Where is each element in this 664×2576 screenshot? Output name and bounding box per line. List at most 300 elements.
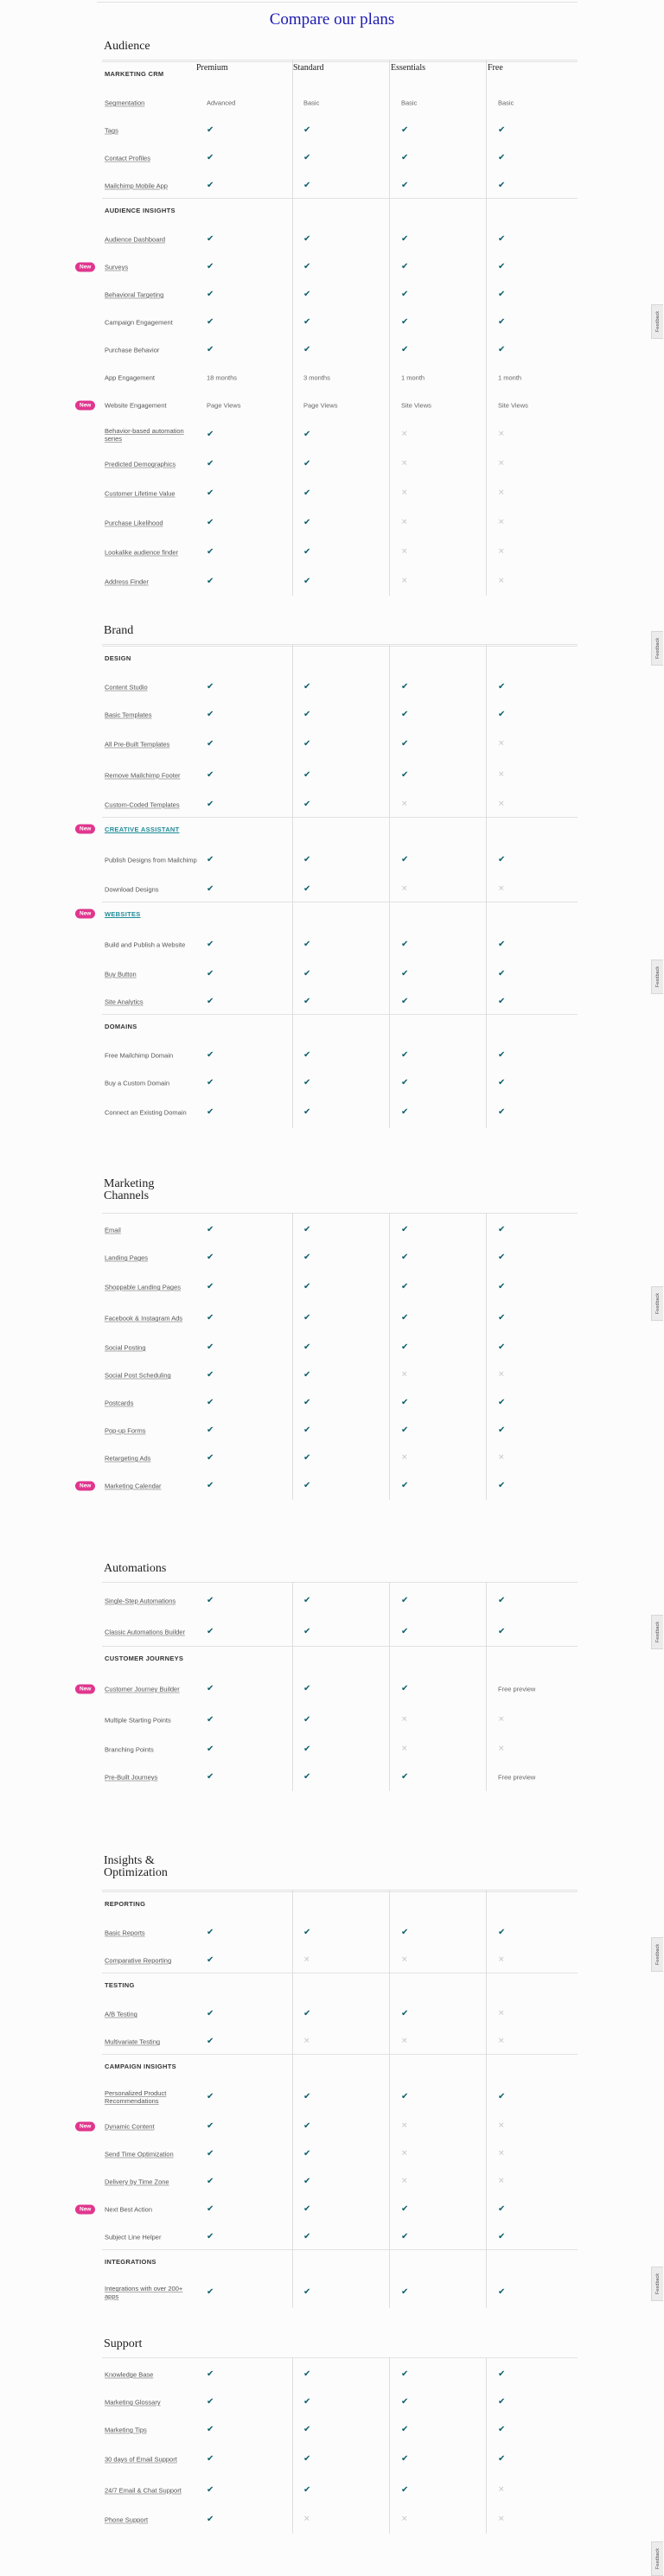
check-icon: ✔ — [498, 1253, 506, 1262]
check-icon: ✔ — [401, 2425, 409, 2434]
feature-social-posting[interactable]: Social Posting — [105, 1343, 146, 1352]
check-icon: ✔ — [207, 1370, 214, 1380]
feature-site-analytics[interactable]: Site Analytics — [105, 998, 144, 1006]
check-icon: ✔ — [498, 855, 506, 864]
feature-customer-journey-builder[interactable]: Customer Journey Builder — [105, 1685, 180, 1693]
column-divider — [292, 644, 293, 1128]
new-badge: New — [75, 1482, 95, 1491]
feature-30-days-of-email-support[interactable]: 30 days of Email Support — [105, 2455, 177, 2464]
group-rule — [102, 198, 578, 199]
check-icon: ✔ — [207, 969, 214, 979]
check-icon: ✔ — [303, 153, 311, 163]
check-icon: ✔ — [401, 710, 409, 719]
check-icon: ✔ — [401, 1078, 409, 1087]
feature-basic-templates[interactable]: Basic Templates — [105, 711, 152, 719]
feature-content-studio[interactable]: Content Studio — [105, 683, 148, 692]
feature-phone-support[interactable]: Phone Support — [105, 2515, 149, 2524]
check-icon: ✔ — [498, 2425, 506, 2434]
check-icon: ✔ — [303, 710, 311, 719]
cross-icon: ✕ — [401, 2037, 408, 2046]
check-icon: ✔ — [303, 317, 311, 327]
check-icon: ✔ — [498, 940, 506, 949]
top-rule — [97, 2, 578, 3]
column-divider — [389, 60, 390, 596]
section-rule — [102, 2357, 578, 2358]
check-icon: ✔ — [498, 1078, 506, 1087]
check-icon: ✔ — [401, 1481, 409, 1490]
feature-behavior-based-automation-series[interactable]: Behavior-based automation series — [105, 427, 184, 443]
cross-icon: ✕ — [498, 1715, 505, 1725]
check-icon: ✔ — [401, 1225, 409, 1234]
feature-landing-pages[interactable]: Landing Pages — [105, 1253, 149, 1262]
column-divider — [292, 60, 293, 596]
group-rule — [102, 817, 578, 818]
check-icon: ✔ — [401, 1313, 409, 1323]
plan-value-free: Site Views — [498, 401, 528, 410]
feature-personalized-product-recommendations[interactable]: Personalized Product Recommendations — [105, 2089, 167, 2105]
feature-email[interactable]: Email — [105, 1226, 121, 1234]
feature-remove-mailchimp-footer[interactable]: Remove Mailchimp Footer — [105, 771, 181, 780]
feature-shoppable-landing-pages[interactable]: Shoppable Landing Pages — [105, 1283, 181, 1291]
feature-multivariate-testing[interactable]: Multivariate Testing — [105, 2037, 161, 2046]
feature-publish-designs-from-mailchimp: Publish Designs from Mailchimp — [105, 856, 197, 864]
feature-facebook-instagram-ads[interactable]: Facebook & Instagram Ads — [105, 1314, 183, 1323]
check-icon: ✔ — [401, 2009, 409, 2018]
check-icon: ✔ — [207, 1225, 214, 1234]
plan-header-free: Free — [488, 63, 503, 73]
check-icon: ✔ — [498, 125, 506, 135]
feature-connect-an-existing-domain: Connect an Existing Domain — [105, 1108, 187, 1117]
check-icon: ✔ — [401, 125, 409, 135]
check-icon: ✔ — [498, 1928, 506, 1937]
check-icon: ✔ — [303, 1627, 311, 1636]
group-label-integrations: INTEGRATIONS — [105, 2258, 156, 2266]
check-icon: ✔ — [207, 1744, 214, 1754]
feedback-label: Feedback — [654, 2273, 661, 2295]
check-icon: ✔ — [303, 1050, 311, 1060]
cross-icon: ✕ — [498, 2037, 505, 2046]
feature-marketing-calendar[interactable]: Marketing Calendar — [105, 1482, 162, 1490]
feature-app-engagement: App Engagement — [105, 373, 155, 382]
section-rule — [102, 1582, 578, 1583]
group-rule — [102, 61, 578, 62]
feature-delivery-by-time-zone[interactable]: Delivery by Time Zone — [105, 2177, 169, 2186]
check-icon: ✔ — [401, 2397, 409, 2407]
check-icon: ✔ — [401, 969, 409, 979]
check-icon: ✔ — [401, 1398, 409, 1407]
feature-pre-built-journeys[interactable]: Pre-Built Journeys — [105, 1773, 158, 1782]
feature-marketing-tips[interactable]: Marketing Tips — [105, 2426, 147, 2434]
check-icon: ✔ — [498, 345, 506, 354]
check-icon: ✔ — [303, 2397, 311, 2407]
new-badge: New — [75, 825, 95, 834]
cross-icon: ✕ — [498, 2515, 505, 2524]
feature-website-engagement: Website Engagement — [105, 401, 167, 410]
cross-icon: ✕ — [498, 2009, 505, 2018]
plan-value-free: 1 month — [498, 373, 522, 382]
group-rule — [102, 1646, 578, 1647]
column-divider — [486, 1213, 487, 1500]
check-icon: ✔ — [303, 1107, 311, 1117]
check-icon: ✔ — [401, 290, 409, 299]
plan-value-essentials: 1 month — [401, 373, 425, 382]
check-icon: ✔ — [207, 125, 214, 135]
check-icon: ✔ — [303, 430, 311, 439]
check-icon: ✔ — [207, 1772, 214, 1782]
column-divider — [292, 1582, 293, 1791]
feature-tags[interactable]: Tags — [105, 126, 118, 135]
check-icon: ✔ — [303, 1225, 311, 1234]
check-icon: ✔ — [303, 1481, 311, 1490]
check-icon: ✔ — [207, 739, 214, 749]
feature-postcards[interactable]: Postcards — [105, 1399, 134, 1407]
check-icon: ✔ — [303, 125, 311, 135]
feature-surveys[interactable]: Surveys — [105, 263, 129, 271]
check-icon: ✔ — [207, 2092, 214, 2101]
check-icon: ✔ — [303, 1282, 311, 1291]
cross-icon: ✕ — [401, 2177, 408, 2186]
feature-segmentation[interactable]: Segmentation — [105, 99, 145, 107]
cross-icon: ✕ — [401, 1955, 408, 1965]
check-icon: ✔ — [303, 345, 311, 354]
feature-predicted-demographics[interactable]: Predicted Demographics — [105, 460, 176, 469]
group-label-audience-insights: AUDIENCE INSIGHTS — [105, 207, 176, 214]
cross-icon: ✕ — [401, 884, 408, 894]
feature-all-pre-built-templates[interactable]: All Pre-Built Templates — [105, 740, 170, 749]
check-icon: ✔ — [303, 459, 311, 469]
check-icon: ✔ — [401, 1050, 409, 1060]
check-icon: ✔ — [207, 2287, 214, 2297]
group-label-websites: WEBSITES — [105, 910, 141, 918]
check-icon: ✔ — [303, 1596, 311, 1605]
check-icon: ✔ — [498, 1313, 506, 1323]
check-icon: ✔ — [303, 1313, 311, 1323]
section-title-automations: Automations — [104, 1562, 167, 1575]
check-icon: ✔ — [498, 1342, 506, 1352]
feedback-tab[interactable] — [651, 2541, 663, 2576]
check-icon: ✔ — [401, 2287, 409, 2297]
group-rule — [102, 646, 578, 647]
check-icon: ✔ — [401, 770, 409, 780]
check-icon: ✔ — [401, 940, 409, 949]
check-icon: ✔ — [303, 2232, 311, 2241]
column-divider — [389, 1213, 390, 1500]
feature-single-step-automations[interactable]: Single-Step Automations — [105, 1597, 176, 1605]
feature-mailchimp-mobile-app[interactable]: Mailchimp Mobile App — [105, 182, 168, 190]
feature-free-mailchimp-domain: Free Mailchimp Domain — [105, 1051, 174, 1060]
check-icon: ✔ — [207, 2177, 214, 2186]
check-icon: ✔ — [207, 1627, 214, 1636]
check-icon: ✔ — [303, 2369, 311, 2379]
feature-24-7-email-chat-support[interactable]: 24/7 Email & Chat Support — [105, 2486, 182, 2495]
check-icon: ✔ — [207, 577, 214, 586]
check-icon: ✔ — [207, 2425, 214, 2434]
feedback-tab[interactable] — [651, 1937, 663, 1972]
check-icon: ✔ — [303, 2092, 311, 2101]
feedback-label: Feedback — [654, 1943, 661, 1966]
check-icon: ✔ — [207, 153, 214, 163]
cross-icon: ✕ — [498, 2121, 505, 2131]
check-icon: ✔ — [207, 2149, 214, 2158]
cross-icon: ✕ — [401, 547, 408, 557]
check-icon: ✔ — [303, 234, 311, 244]
feature-purchase-behavior: Purchase Behavior — [105, 346, 160, 354]
check-icon: ✔ — [498, 1398, 506, 1407]
plan-value-free: Free preview — [498, 1773, 536, 1782]
check-icon: ✔ — [303, 1398, 311, 1407]
feedback-label: Feedback — [654, 310, 661, 333]
check-icon: ✔ — [207, 1313, 214, 1323]
check-icon: ✔ — [303, 1253, 311, 1262]
plan-value-essentials: Basic — [401, 99, 418, 107]
column-divider — [389, 2357, 390, 2534]
column-divider — [389, 1582, 390, 1791]
check-icon: ✔ — [207, 1481, 214, 1490]
plan-header-essentials: Essentials — [391, 63, 425, 73]
group-label-campaign-insights: CAMPAIGN INSIGHTS — [105, 2063, 176, 2070]
column-divider — [292, 1213, 293, 1500]
feature-marketing-glossary[interactable]: Marketing Glossary — [105, 2398, 161, 2407]
check-icon: ✔ — [207, 290, 214, 299]
feedback-tab[interactable] — [651, 2267, 663, 2301]
check-icon: ✔ — [207, 2037, 214, 2046]
check-icon: ✔ — [207, 2369, 214, 2379]
check-icon: ✔ — [303, 1928, 311, 1937]
check-icon: ✔ — [207, 1078, 214, 1087]
check-icon: ✔ — [401, 2485, 409, 2495]
check-icon: ✔ — [303, 739, 311, 749]
check-icon: ✔ — [207, 2397, 214, 2407]
feature-custom-coded-templates[interactable]: Custom-Coded Templates — [105, 800, 180, 809]
group-rule — [102, 2054, 578, 2055]
check-icon: ✔ — [207, 430, 214, 439]
check-icon: ✔ — [207, 997, 214, 1006]
feedback-tab[interactable] — [651, 960, 663, 994]
feature-buy-a-custom-domain: Buy a Custom Domain — [105, 1079, 170, 1087]
check-icon: ✔ — [401, 1425, 409, 1435]
check-icon: ✔ — [303, 940, 311, 949]
section-title-support: Support — [104, 2337, 143, 2350]
cross-icon: ✕ — [498, 518, 505, 527]
feedback-tab[interactable] — [651, 304, 663, 339]
check-icon: ✔ — [207, 1253, 214, 1262]
cross-icon: ✕ — [401, 2149, 408, 2158]
check-icon: ✔ — [498, 1225, 506, 1234]
plan-value-essentials: Site Views — [401, 401, 431, 410]
check-icon: ✔ — [303, 262, 311, 271]
feature-lookalike-audience-finder[interactable]: Lookalike audience finder — [105, 548, 179, 557]
check-icon: ✔ — [303, 855, 311, 864]
cross-icon: ✕ — [498, 430, 505, 439]
cross-icon: ✕ — [401, 459, 408, 469]
cross-icon: ✕ — [498, 1453, 505, 1463]
feature-contact-profiles[interactable]: Contact Profiles — [105, 154, 150, 163]
check-icon: ✔ — [303, 2009, 311, 2018]
check-icon: ✔ — [401, 317, 409, 327]
check-icon: ✔ — [207, 181, 214, 190]
cross-icon: ✕ — [498, 459, 505, 469]
group-label-reporting: REPORTING — [105, 1900, 146, 1908]
feature-comparative-reporting[interactable]: Comparative Reporting — [105, 1956, 172, 1965]
check-icon: ✔ — [207, 1050, 214, 1060]
cross-icon: ✕ — [303, 2037, 310, 2046]
check-icon: ✔ — [207, 1425, 214, 1435]
check-icon: ✔ — [303, 181, 311, 190]
check-icon: ✔ — [303, 2485, 311, 2495]
feature-buy-button[interactable]: Buy Button — [105, 970, 137, 979]
feature-send-time-optimization[interactable]: Send Time Optimization — [105, 2150, 174, 2158]
new-badge: New — [75, 2122, 95, 2132]
check-icon: ✔ — [207, 518, 214, 527]
check-icon: ✔ — [401, 1928, 409, 1937]
check-icon: ✔ — [207, 1684, 214, 1693]
feature-social-post-scheduling[interactable]: Social Post Scheduling — [105, 1371, 171, 1380]
check-icon: ✔ — [303, 1772, 311, 1782]
feature-customer-lifetime-value[interactable]: Customer Lifetime Value — [105, 489, 176, 498]
cross-icon: ✕ — [498, 1744, 505, 1754]
plan-value-standard: Page Views — [303, 401, 338, 410]
check-icon: ✔ — [498, 2092, 506, 2101]
plan-header-premium: Premium — [196, 63, 228, 73]
feature-knowledge-base[interactable]: Knowledge Base — [105, 2370, 154, 2379]
check-icon: ✔ — [303, 2425, 311, 2434]
feature-branching-points: Branching Points — [105, 1745, 154, 1754]
check-icon: ✔ — [498, 153, 506, 163]
new-badge: New — [75, 909, 95, 919]
feedback-tab[interactable] — [651, 631, 663, 666]
check-icon: ✔ — [303, 2204, 311, 2214]
check-icon: ✔ — [303, 2287, 311, 2297]
feature-retargeting-ads[interactable]: Retargeting Ads — [105, 1454, 151, 1463]
check-icon: ✔ — [207, 2515, 214, 2524]
check-icon: ✔ — [401, 997, 409, 1006]
check-icon: ✔ — [303, 547, 311, 557]
check-icon: ✔ — [207, 459, 214, 469]
check-icon: ✔ — [498, 1107, 506, 1117]
feedback-label: Feedback — [654, 1621, 661, 1643]
check-icon: ✔ — [303, 1370, 311, 1380]
cross-icon: ✕ — [498, 547, 505, 557]
group-rule — [102, 1891, 578, 1892]
column-divider — [486, 2357, 487, 2534]
feedback-label: Feedback — [654, 1292, 661, 1315]
feature-build-and-publish-a-website: Build and Publish a Website — [105, 940, 186, 949]
check-icon: ✔ — [498, 1050, 506, 1060]
check-icon: ✔ — [401, 2232, 409, 2241]
check-icon: ✔ — [401, 1627, 409, 1636]
feedback-label: Feedback — [654, 2547, 661, 2570]
group-label-marketing-crm: MARKETING CRM — [105, 70, 164, 78]
check-icon: ✔ — [401, 262, 409, 271]
feature-a-b-testing[interactable]: A/B Testing — [105, 2010, 137, 2018]
check-icon: ✔ — [401, 2204, 409, 2214]
cross-icon: ✕ — [401, 488, 408, 498]
check-icon: ✔ — [303, 1078, 311, 1087]
check-icon: ✔ — [401, 1282, 409, 1291]
feature-subject-line-helper: Subject Line Helper — [105, 2233, 162, 2241]
section-title-brand: Brand — [104, 624, 134, 637]
feature-audience-dashboard[interactable]: Audience Dashboard — [105, 235, 166, 244]
plan-value-premium: Page Views — [207, 401, 241, 410]
cross-icon: ✕ — [303, 2515, 310, 2524]
plan-value-standard: 3 months — [303, 373, 330, 382]
check-icon: ✔ — [207, 317, 214, 327]
check-icon: ✔ — [207, 547, 214, 557]
feedback-label: Feedback — [654, 637, 661, 660]
check-icon: ✔ — [401, 1772, 409, 1782]
check-icon: ✔ — [207, 1398, 214, 1407]
check-icon: ✔ — [303, 770, 311, 780]
check-icon: ✔ — [401, 2454, 409, 2464]
check-icon: ✔ — [498, 2232, 506, 2241]
group-label-testing: TESTING — [105, 1981, 135, 1989]
check-icon: ✔ — [498, 1596, 506, 1605]
feature-integrations-with-over-200-apps[interactable]: Integrations with over 200+ apps — [105, 2285, 183, 2300]
column-divider — [292, 2357, 293, 2534]
feedback-tab[interactable] — [651, 1615, 663, 1649]
check-icon: ✔ — [303, 2177, 311, 2186]
feature-next-best-action: Next Best Action — [105, 2205, 153, 2214]
plan-value-premium: 18 months — [207, 373, 238, 382]
check-icon: ✔ — [498, 2204, 506, 2214]
check-icon: ✔ — [207, 345, 214, 354]
check-icon: ✔ — [303, 800, 311, 809]
check-icon: ✔ — [207, 234, 214, 244]
feature-basic-reports[interactable]: Basic Reports — [105, 1929, 145, 1937]
check-icon: ✔ — [207, 855, 214, 864]
check-icon: ✔ — [207, 884, 214, 894]
check-icon: ✔ — [207, 710, 214, 719]
check-icon: ✔ — [303, 884, 311, 894]
cross-icon: ✕ — [498, 2177, 505, 2186]
feature-classic-automations-builder[interactable]: Classic Automations Builder — [105, 1628, 185, 1636]
check-icon: ✔ — [303, 488, 311, 498]
check-icon: ✔ — [207, 2121, 214, 2131]
new-badge: New — [75, 263, 95, 272]
feature-dynamic-content[interactable]: Dynamic Content — [105, 2122, 155, 2131]
check-icon: ✔ — [303, 2454, 311, 2464]
check-icon: ✔ — [498, 1627, 506, 1636]
section-title-marketing-channels: Marketing Channels — [104, 1177, 155, 1202]
check-icon: ✔ — [498, 1481, 506, 1490]
check-icon: ✔ — [401, 2092, 409, 2101]
section-title-insights-optimization: Insights & Optimization — [104, 1854, 168, 1879]
feature-purchase-likelihood[interactable]: Purchase Likelihood — [105, 519, 163, 527]
check-icon: ✔ — [498, 2369, 506, 2379]
check-icon: ✔ — [207, 1453, 214, 1463]
new-badge: New — [75, 401, 95, 411]
check-icon: ✔ — [207, 1282, 214, 1291]
cross-icon: ✕ — [401, 2515, 408, 2524]
check-icon: ✔ — [207, 2204, 214, 2214]
section-title-audience: Audience — [104, 40, 150, 53]
check-icon: ✔ — [303, 518, 311, 527]
check-icon: ✔ — [207, 940, 214, 949]
feature-behavioral-targeting[interactable]: Behavioral Targeting — [105, 290, 164, 299]
column-divider — [486, 60, 487, 596]
feedback-tab[interactable] — [651, 1286, 663, 1321]
check-icon: ✔ — [401, 682, 409, 692]
cross-icon: ✕ — [498, 739, 505, 749]
check-icon: ✔ — [401, 181, 409, 190]
feature-address-finder[interactable]: Address Finder — [105, 577, 149, 586]
check-icon: ✔ — [303, 2149, 311, 2158]
check-icon: ✔ — [207, 2485, 214, 2495]
check-icon: ✔ — [303, 1684, 311, 1693]
feature-pop-up-forms[interactable]: Pop-up Forms — [105, 1426, 146, 1435]
column-divider — [486, 1890, 487, 2308]
new-badge: New — [75, 2205, 95, 2215]
